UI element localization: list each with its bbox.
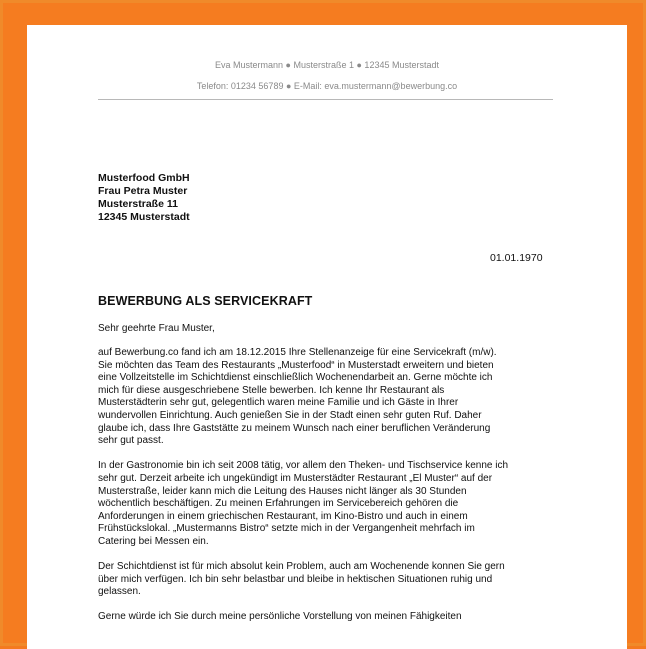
recipient-person: Frau Petra Muster bbox=[98, 185, 188, 197]
body-line: Catering bei Messen ein. bbox=[98, 535, 209, 547]
recipient-street: Musterstraße 11 bbox=[98, 198, 178, 210]
body-line: glaube ich, dass Ihre Gaststätte zu meinem Wunsch nach einer beruflichen Veränderung bbox=[98, 422, 491, 434]
body-line: wöchentlich beschäftigen. Zu meinen Erfahrungen im Servicebereich gehören die bbox=[98, 498, 459, 510]
body-line: Musterstraße, leider kann mich die Leitung des Hauses nicht länger als 30 Stunden bbox=[98, 485, 467, 497]
body-line: In der Gastronomie bin ich seit 2008 tätig, vor allem den Theken- und Tischservice kenne ich bbox=[98, 460, 509, 472]
body-line: sehr gut passt. bbox=[98, 435, 164, 447]
recipient-block bbox=[98, 172, 190, 224]
letter-subject: BEWERBUNG ALS SERVICEKRAFT bbox=[98, 294, 313, 308]
body-paragraph bbox=[98, 561, 560, 599]
sender-address: Eva Mustermann ● Musterstraße 1 ● 12345 Musterstadt bbox=[215, 60, 439, 70]
recipient-city: 12345 Musterstadt bbox=[98, 211, 190, 223]
body-line: eine Vollzeitstelle im Schichtdienst einschließlich Wochenendarbeit an. Gerne möchte ich bbox=[98, 372, 493, 384]
body-line: Anforderungen in einem griechischen Restaurant, im Kino-Bistro und auch in einem bbox=[98, 510, 468, 522]
header-divider bbox=[98, 99, 553, 100]
letter-page bbox=[27, 25, 627, 649]
body-line: auf Bewerbung.co fand ich am 18.12.2015 Ihre Stellenanzeige für eine Servicekraft (m/w). bbox=[98, 347, 497, 358]
body-paragraph bbox=[98, 460, 560, 548]
body-paragraph bbox=[98, 611, 560, 624]
body-line: Frühstückslokal. „Mustermanns Bistro“ setzte mich in der Vergangenheit mehrfach im bbox=[98, 523, 475, 535]
body-line: Sie möchten das Team des Restaurants „Musterfood“ in Musterstadt erweitern und bieten bbox=[98, 359, 494, 371]
body-line: Musterstädterin sehr gut, gelegentlich waren meine Familie und ich Gäste in Ihrer bbox=[98, 397, 459, 409]
letter-date: 01.01.1970 bbox=[490, 252, 543, 264]
recipient-company: Musterfood GmbH bbox=[98, 172, 190, 184]
body-line: mich für diese ausgeschriebene Stelle bewerben. Ich kenne Ihr Restaurant als bbox=[98, 384, 445, 396]
body-line: sehr gut. Derzeit arbeite ich ungekündigt im Musterstädter Restaurant „El Muster“ auf der bbox=[98, 472, 493, 484]
body-line: wundervollen Einrichtung. Auch genießen Sie in der Stadt einen sehr guten Ruf. Daher bbox=[98, 409, 482, 421]
body-line: Der Schichtdienst ist für mich absolut kein Problem, auch am Wochenende konnen Sie gern bbox=[98, 561, 505, 573]
body-line: über mich verfügen. Ich bin sehr belastbar und bleibe in hektischen Situationen ruhig und bbox=[98, 573, 493, 585]
sender-contact: Telefon: 01234 56789 ● E-Mail: eva.mustermann@bewerbung.co bbox=[196, 81, 458, 91]
salutation: Sehr geehrte Frau Muster, bbox=[98, 323, 215, 334]
body-line: gelassen. bbox=[98, 586, 141, 598]
body-paragraph bbox=[98, 347, 560, 448]
letter-body bbox=[98, 347, 560, 637]
body-line: Gerne würde ich Sie durch meine persönliche Vorstellung von meinen Fähigkeiten bbox=[98, 611, 462, 623]
